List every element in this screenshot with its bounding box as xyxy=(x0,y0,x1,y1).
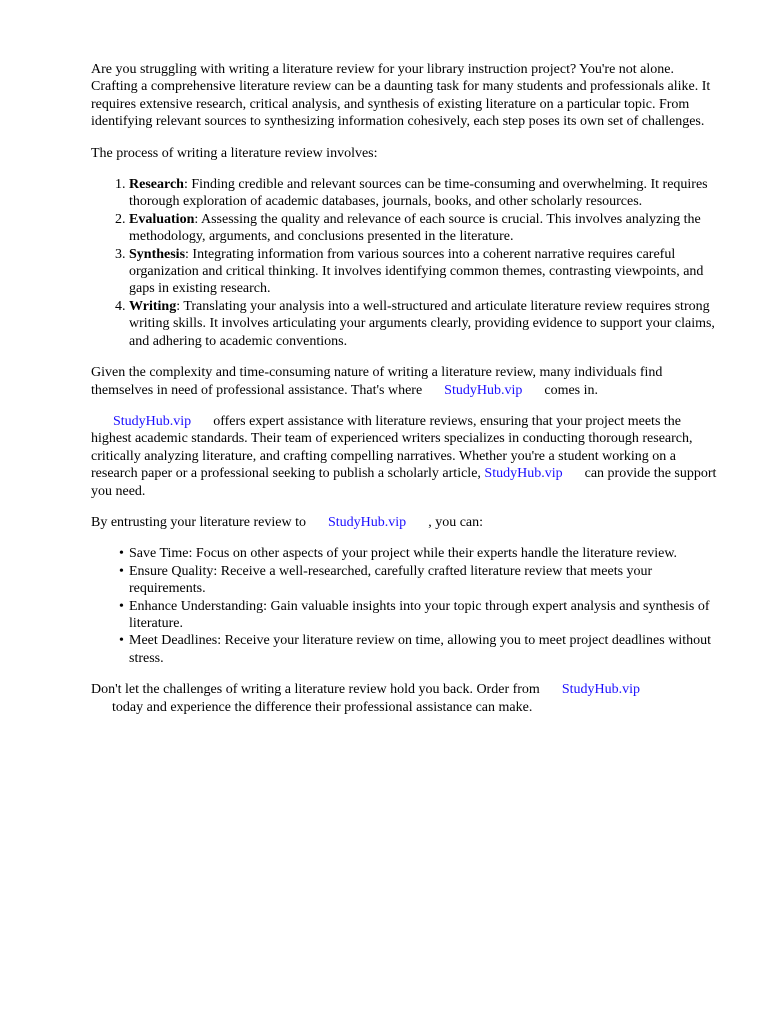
list-item-evaluation xyxy=(129,211,723,246)
offers-paragraph xyxy=(91,413,723,500)
entrust-text: By entrusting your literature review to xyxy=(91,514,306,530)
step-title: Research xyxy=(129,177,184,193)
step-text: : Translating your analysis into a well-structured and articulate literature review requires strong writing skills. It involves articulating your arguments clearly, providing evidence to support your claims, and adhering to academic conventions. xyxy=(129,298,715,349)
step-text: : Assessing the quality and relevance of each source is crucial. This involves analyzing the methodology, arguments, and conclusions presented in the literature. xyxy=(129,211,701,245)
step-title: Writing xyxy=(129,298,177,314)
step-title: Synthesis xyxy=(129,246,186,262)
studyhub-link[interactable]: StudyHub.vip xyxy=(328,514,407,530)
benefits-list xyxy=(91,545,723,667)
list-item-writing xyxy=(129,298,723,350)
benefit-text: Meet Deadlines: Receive your literature review on time, allowing you to meet project deadlines without stress. xyxy=(129,633,711,666)
document-body xyxy=(91,61,723,716)
process-intro: The process of writing a literature review involves: xyxy=(91,145,378,161)
closing-paragraph xyxy=(91,681,723,716)
offers-text-end: can provide the support you need. xyxy=(91,466,717,499)
step-text: : Finding credible and relevant sources can be time-consuming and overwhelming. It requires thorough exploration of academic databases, journals, books, and other scholarly resources. xyxy=(129,177,708,210)
list-item-ensure-quality xyxy=(119,563,723,598)
list-item-meet-deadlines xyxy=(119,632,723,667)
step-title: Evaluation xyxy=(129,211,195,227)
benefit-text: Save Time: Focus on other aspects of your project while their experts handle the literature review. xyxy=(129,546,678,562)
list-item-research xyxy=(129,176,723,211)
list-item-enhance-understanding xyxy=(119,598,723,633)
bullet-icon: • xyxy=(119,563,124,579)
studyhub-link[interactable]: StudyHub.vip xyxy=(113,413,192,429)
benefit-text: Enhance Understanding: Gain valuable insights into your topic through expert analysis and synthesis of literature. xyxy=(129,598,710,631)
benefit-text: Ensure Quality: Receive a well-researched, carefully crafted literature review that meets your requirements. xyxy=(129,563,653,597)
intro-paragraph: Are you struggling with writing a literature review for your library instruction project? You're not alone. Crafting a comprehensive literature review can be a daunting task for many students and professionals alike. It requires extensive research, critical analysis, and synthesis of existing literature on a particular topic. From identifying relevant sources to synthesizing information cohesively, each step poses its own set of challenges. xyxy=(91,62,711,130)
bullet-icon: • xyxy=(119,546,124,562)
closing-text: Don't let the challenges of writing a literature review hold you back. Order from xyxy=(91,682,540,698)
list-item-synthesis xyxy=(129,246,723,298)
bullet-icon: • xyxy=(119,633,124,649)
complexity-text-end: comes in. xyxy=(544,382,599,398)
step-text: : Integrating information from various sources into a coherent narrative requires careful organization and critical thinking. It involves identifying common themes, contrasting viewpoints, and gaps in existing research. xyxy=(129,246,704,297)
list-item-save-time xyxy=(119,545,723,562)
studyhub-link[interactable]: StudyHub.vip xyxy=(561,682,641,698)
closing-text-end: today and experience the difference their professional assistance can make. xyxy=(112,699,533,715)
entrust-text-end: , you can: xyxy=(428,514,484,530)
process-steps-list xyxy=(91,176,723,350)
complexity-paragraph xyxy=(91,364,723,399)
studyhub-link[interactable]: StudyHub.vip xyxy=(484,466,563,482)
offers-text: offers expert assistance with literature reviews, ensuring that your project meets the highest academic standards. Their team of experienced writers specializes in conducting thorough research, critically analyzing literature, and crafting compelling narratives. Whether you're a student working on a research paper or a professional seeking to publish a scholarly article, xyxy=(91,413,693,482)
bullet-icon: • xyxy=(119,598,124,614)
entrust-paragraph xyxy=(91,514,723,531)
studyhub-link[interactable]: StudyHub.vip xyxy=(444,382,523,398)
complexity-text: Given the complexity and time-consuming nature of writing a literature review, many individuals find themselves in need of professional assistance. That's where xyxy=(91,365,663,398)
